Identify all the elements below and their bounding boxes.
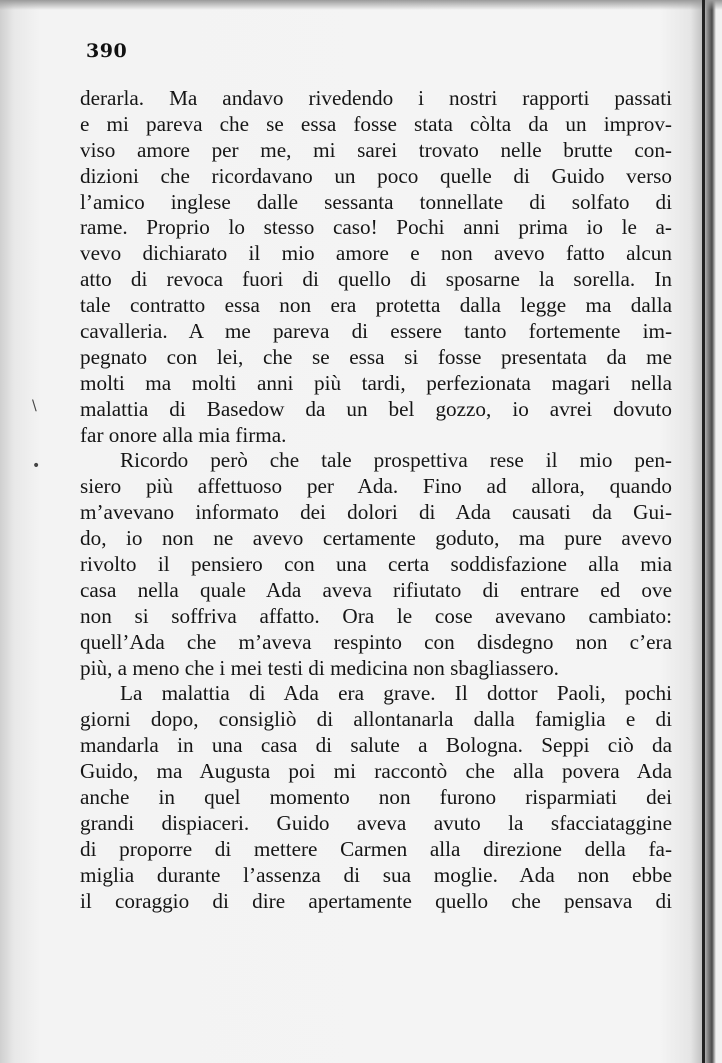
text-line: molti ma molti anni più tardi, perfezionata magari nella xyxy=(80,370,672,395)
text-line: più, a meno che i mei testi di medicina non sbagliassero. xyxy=(80,655,559,680)
text-line: m’avevano informato dei dolori di Ada causati da Gui- xyxy=(80,500,672,525)
text-line: far onore alla mia firma. xyxy=(80,422,287,447)
text-line: tale contratto essa non era protetta dalla legge ma dalla xyxy=(80,293,672,318)
text-line: rivolto il pensiero con una certa soddisfazione alla mia xyxy=(80,552,672,577)
text-line: l’amico inglese dalle sessanta tonnellate di solfato di xyxy=(80,189,672,214)
text-line: viso amore per me, mi sarei trovato nelle brutte con- xyxy=(80,137,672,162)
margin-dot: • xyxy=(32,458,41,474)
text-line: di proporre di mettere Carmen alla direzione della fa- xyxy=(80,836,672,861)
text-line: derarla. Ma andavo rivedendo i nostri rapporti passati xyxy=(80,86,672,110)
text-line: dizioni che ricordavano un poco quelle di Guido verso xyxy=(80,163,672,188)
page-number: 390 xyxy=(86,40,128,62)
text-line: Ricordo però che tale prospettiva rese il mio pen- xyxy=(120,448,672,473)
text-line: La malattia di Ada era grave. Il dottor Paoli, pochi xyxy=(120,681,672,706)
text-line: mandarla in una casa di salute a Bologna. Seppi ciò da xyxy=(80,733,672,758)
text-line: e mi pareva che se essa fosse stata còlta da un improv- xyxy=(80,111,672,136)
text-line: malattia di Basedow da un bel gozzo, io avrei dovuto xyxy=(80,396,672,421)
body-text xyxy=(80,86,672,915)
text-line: vevo dichiarato il mio amore e non avevo fatto alcun xyxy=(80,241,672,266)
paragraph xyxy=(80,681,672,914)
text-line: rame. Proprio lo stesso caso! Pochi anni prima io le a- xyxy=(80,215,672,240)
text-line: giorni dopo, consigliò di allontanarla dalla famiglia e di xyxy=(80,707,672,732)
page-top-shadow xyxy=(0,0,722,10)
text-line: Guido, ma Augusta poi mi raccontò che alla povera Ada xyxy=(80,759,672,784)
text-line: il coraggio di dire apertamente quello che pensava di xyxy=(80,888,672,913)
text-line: atto di revoca fuori di quello di sposarne la sorella. In xyxy=(80,267,672,292)
text-line: do, io non ne avevo certamente goduto, ma pure avevo xyxy=(80,526,672,551)
margin-mark: \ xyxy=(32,398,37,414)
text-line: cavalleria. A me pareva di essere tanto fortemente im- xyxy=(80,319,672,344)
book-gutter xyxy=(702,0,705,1063)
text-line: miglia durante l’assenza di sua moglie. Ada non ebbe xyxy=(80,862,672,887)
text-line: pegnato con lei, che se essa si fosse presentata da me xyxy=(80,344,672,369)
text-line: casa nella quale Ada aveva rifiutato di entrare ed ove xyxy=(80,577,672,602)
text-line: grandi dispiaceri. Guido aveva avuto la sfacciataggine xyxy=(80,810,672,835)
paragraph xyxy=(80,86,672,448)
paragraph xyxy=(80,448,672,681)
text-line: siero più affettuoso per Ada. Fino ad allora, quando xyxy=(80,474,672,499)
text-line: anche in quel momento non furono risparmiati dei xyxy=(80,785,672,810)
text-line: quell’Ada che m’aveva respinto con disdegno non c’era xyxy=(80,629,672,654)
text-line: non si soffriva affatto. Ora le cose avevano cambiato: xyxy=(80,603,672,628)
